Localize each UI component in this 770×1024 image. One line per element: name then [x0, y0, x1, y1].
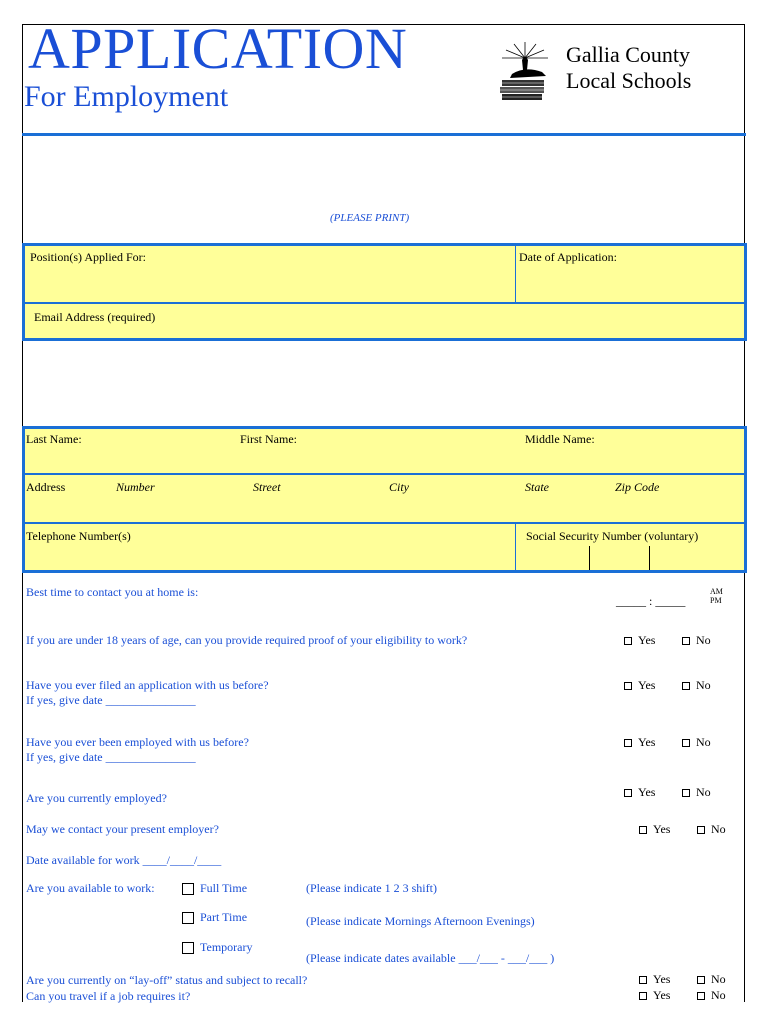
no-label: No — [696, 735, 711, 749]
employed-before-question — [26, 735, 249, 765]
full-time-label: Full Time — [200, 881, 248, 895]
school-name-line1: Gallia County — [566, 42, 691, 67]
checkbox-icon — [624, 682, 632, 690]
address-number-field[interactable]: Number — [116, 480, 155, 494]
layoff-yes-checkbox[interactable] — [639, 972, 670, 987]
checkbox-icon — [624, 739, 632, 747]
best-time-question: Best time to contact you at home is: — [26, 585, 199, 599]
personal-info-section — [22, 426, 747, 573]
school-name-line2: Local Schools — [566, 68, 692, 93]
temporary-dates-note: (Please indicate dates available ___/___ - ___/___ ) — [306, 951, 555, 965]
page-subtitle: For Employment — [24, 80, 229, 113]
currently-employed-yes-checkbox[interactable] — [624, 785, 655, 800]
checkbox-icon — [182, 942, 194, 954]
currently-employed-no-checkbox[interactable] — [682, 785, 711, 800]
address-zip-field[interactable]: Zip Code — [615, 480, 660, 494]
header-divider — [22, 133, 746, 136]
address-divider — [25, 522, 744, 524]
checkbox-icon — [639, 976, 647, 984]
layoff-no-checkbox[interactable] — [697, 972, 726, 987]
yes-label: Yes — [638, 678, 656, 692]
yes-label: Yes — [653, 972, 671, 986]
date-of-application-field[interactable]: Date of Application: — [519, 250, 617, 264]
no-label: No — [711, 972, 726, 986]
filed-before-yes-checkbox[interactable] — [624, 678, 655, 693]
temporary-label: Temporary — [200, 940, 253, 954]
position-date-divider — [515, 246, 516, 303]
email-divider — [25, 302, 744, 304]
filed-before-question — [26, 678, 269, 708]
best-time-input[interactable]: _____ : _____ — [616, 594, 686, 608]
employed-before-no-checkbox[interactable] — [682, 735, 711, 750]
available-to-work-question: Are you available to work: — [26, 881, 155, 895]
name-divider — [25, 473, 744, 475]
address-label: Address — [26, 480, 66, 494]
filed-before-text: Have you ever filed an application with us before? — [26, 678, 269, 692]
part-time-label: Part Time — [200, 910, 248, 924]
yes-label: Yes — [653, 988, 671, 1002]
travel-yes-checkbox[interactable] — [639, 988, 670, 1003]
address-city-field[interactable]: City — [389, 480, 409, 494]
no-label: No — [711, 988, 726, 1002]
ssn-separator-2 — [649, 546, 650, 570]
am-pm-indicator[interactable] — [710, 587, 723, 605]
currently-employed-question: Are you currently employed? — [26, 791, 167, 805]
checkbox-icon — [182, 883, 194, 895]
checkbox-icon — [682, 637, 690, 645]
checkbox-icon — [682, 789, 690, 797]
travel-question: Can you travel if a job requires it? — [26, 989, 191, 1003]
part-time-checkbox[interactable] — [182, 910, 247, 925]
no-label: No — [711, 822, 726, 836]
no-label: No — [696, 785, 711, 799]
under-18-yes-checkbox[interactable] — [624, 633, 655, 648]
checkbox-icon — [682, 739, 690, 747]
travel-no-checkbox[interactable] — [697, 988, 726, 1003]
ssn-separator-1 — [589, 546, 590, 570]
please-print-note: (PLEASE PRINT) — [330, 212, 410, 224]
no-label: No — [696, 678, 711, 692]
full-time-checkbox[interactable] — [182, 881, 247, 896]
telephone-field[interactable]: Telephone Number(s) — [26, 529, 131, 543]
under-18-no-checkbox[interactable] — [682, 633, 711, 648]
contact-employer-question: May we contact your present employer? — [26, 822, 219, 836]
contact-employer-no-checkbox[interactable] — [697, 822, 726, 837]
am-label: AM — [710, 587, 723, 596]
last-name-field[interactable]: Last Name: — [26, 432, 82, 446]
yes-label: Yes — [653, 822, 671, 836]
first-name-field[interactable]: First Name: — [240, 432, 297, 446]
checkbox-icon — [182, 912, 194, 924]
layoff-question: Are you currently on “lay-off” status and subject to recall? — [26, 973, 308, 987]
checkbox-icon — [639, 992, 647, 1000]
checkbox-icon — [682, 682, 690, 690]
no-label: No — [696, 633, 711, 647]
employed-before-yes-checkbox[interactable] — [624, 735, 655, 750]
lamp-of-learning-on-books-icon — [492, 40, 558, 106]
contact-employer-yes-checkbox[interactable] — [639, 822, 670, 837]
date-available-field[interactable]: Date available for work ____/____/____ — [26, 853, 222, 867]
yes-label: Yes — [638, 735, 656, 749]
page-title: APPLICATION — [28, 16, 408, 81]
pm-label: PM — [710, 596, 722, 605]
temporary-checkbox[interactable] — [182, 940, 252, 955]
employed-before-text: Have you ever been employed with us before? — [26, 735, 249, 749]
address-state-field[interactable]: State — [525, 480, 549, 494]
checkbox-icon — [697, 992, 705, 1000]
filed-before-date-field[interactable]: If yes, give date _______________ — [26, 693, 196, 707]
phone-ssn-divider — [515, 524, 516, 570]
filed-before-no-checkbox[interactable] — [682, 678, 711, 693]
employed-before-date-field[interactable]: If yes, give date _______________ — [26, 750, 196, 764]
part-time-note: (Please indicate Mornings Afternoon Evenings) — [306, 914, 535, 928]
checkbox-icon — [697, 976, 705, 984]
full-time-shift-note: (Please indicate 1 2 3 shift) — [306, 881, 437, 895]
email-address-field[interactable]: Email Address (required) — [34, 310, 156, 324]
middle-name-field[interactable]: Middle Name: — [525, 432, 595, 446]
school-name — [566, 42, 691, 94]
address-street-field[interactable]: Street — [253, 480, 281, 494]
yes-label: Yes — [638, 785, 656, 799]
under-18-question: If you are under 18 years of age, can you provide required proof of your eligibility to work? — [26, 633, 468, 647]
ssn-field[interactable]: Social Security Number (voluntary) — [526, 529, 699, 543]
checkbox-icon — [624, 637, 632, 645]
checkbox-icon — [624, 789, 632, 797]
checkbox-icon — [697, 826, 705, 834]
yes-label: Yes — [638, 633, 656, 647]
position-applied-field[interactable]: Position(s) Applied For: — [30, 250, 147, 264]
checkbox-icon — [639, 826, 647, 834]
